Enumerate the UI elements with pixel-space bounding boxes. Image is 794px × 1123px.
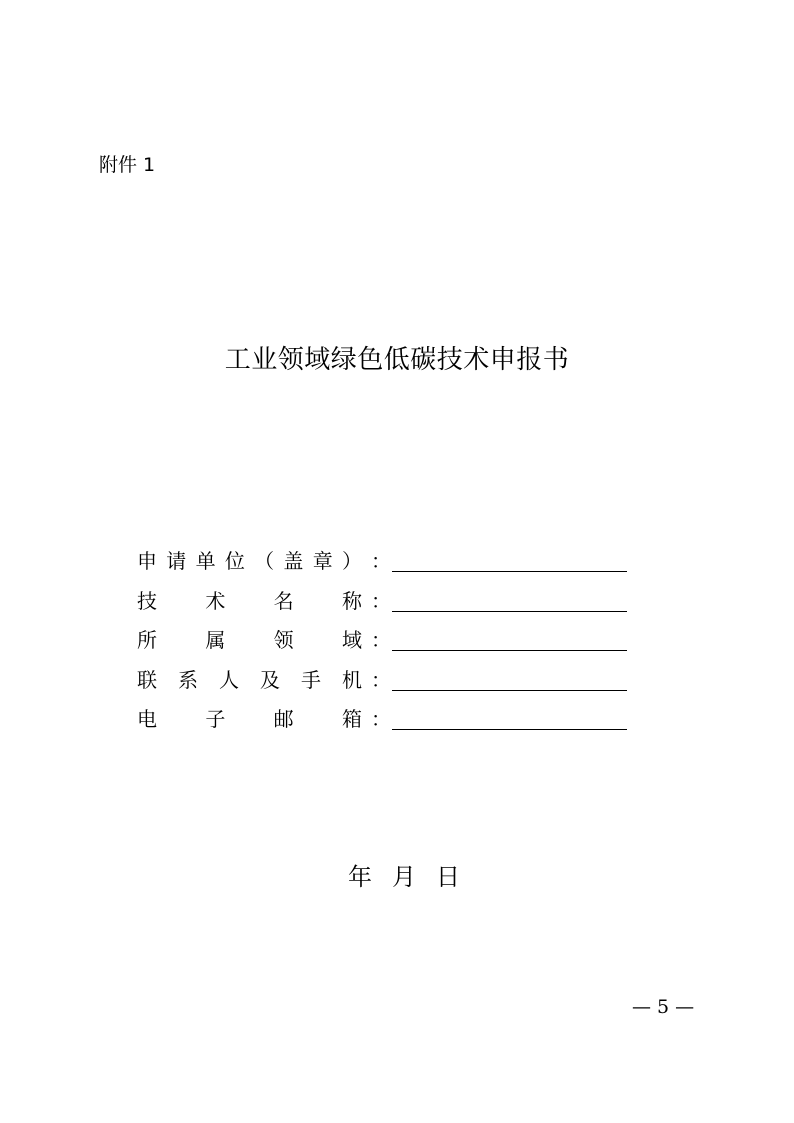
label-char: 申 [137,549,157,573]
label-char: 联 [137,667,157,692]
label-char: 电 [137,707,157,731]
field-colon: ： [371,667,391,692]
label-char: 及 [260,667,280,692]
field-colon: ： [371,707,391,731]
form-row-field-domain [137,623,637,663]
field-label-applicant-unit [137,547,362,575]
field-label-contact-phone [137,666,362,694]
form-row-applicant-unit [137,544,637,584]
label-char: 系 [178,667,198,692]
form-row-contact-phone [137,663,637,703]
label-char: 技 [137,588,157,613]
label-char: 章 [312,549,333,573]
label-char: 请 [166,549,187,573]
label-char: 子 [205,707,226,731]
date-year: 年 [348,863,372,891]
field-colon: ： [371,628,391,652]
date-line [348,861,460,893]
label-char: 人 [219,667,239,692]
label-char: 所 [137,628,157,652]
label-char: 术 [205,588,226,613]
date-month: 月 [392,863,416,891]
field-label-field-domain [137,626,362,654]
application-form [137,544,637,742]
label-char: 域 [341,628,362,652]
label-char: 邮 [273,707,294,731]
blank-line-contact-phone[interactable] [392,690,627,691]
label-char: 机 [342,667,362,692]
label-char: 名 [273,588,294,613]
label-char: 手 [301,667,321,692]
label-char: （ [254,549,275,573]
form-row-technology-name [137,584,637,624]
date-day: 日 [436,863,460,891]
field-label-technology-name [137,587,362,615]
label-char: 属 [205,628,226,652]
label-char: 箱 [341,707,362,731]
form-row-email [137,702,637,742]
label-char: 位 [224,549,245,573]
field-colon: ： [371,588,391,613]
page-number: — 5 — [632,996,695,1018]
blank-line-field-domain[interactable] [392,650,627,651]
label-char: 单 [195,549,216,573]
blank-line-technology-name[interactable] [392,611,627,612]
label-char: 盖 [283,549,304,573]
blank-line-email[interactable] [392,729,627,730]
label-char: ） [341,549,362,573]
blank-line-applicant-unit[interactable] [392,571,627,572]
document-title: 工业领域绿色低碳技术申报书 [224,345,570,375]
field-colon: ： [371,549,391,573]
label-char: 称 [341,588,362,613]
attachment-label: 附件 1 [99,154,156,176]
label-char: 领 [273,628,294,652]
field-label-email [137,705,362,733]
